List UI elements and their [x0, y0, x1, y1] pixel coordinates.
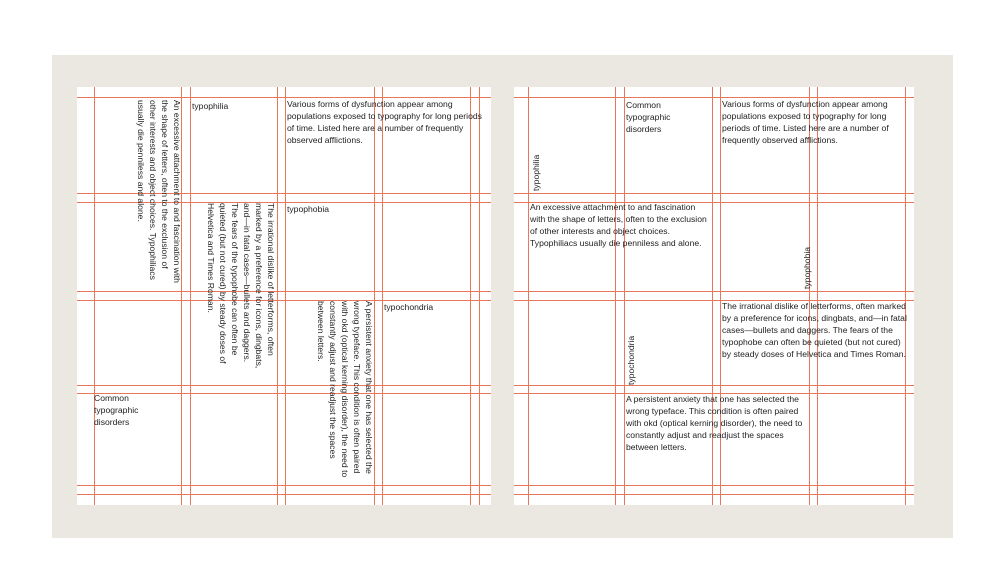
typophobia-label: typophobia: [802, 246, 812, 289]
typophilia-label: typophilia: [531, 154, 541, 191]
page-title: Common typographic disorders: [626, 100, 671, 134]
grid-line: [77, 385, 491, 386]
grid-line: [514, 494, 914, 495]
typophobia-definition: The irrational dislike of letterforms, often marked by a preference for icons, dingbats, and—in fatal cases—bullets and daggers. The fears of the typophobe can often be quieted (but not cured) by steady doses of Helvetica and Times Roman.: [206, 203, 276, 369]
right-page: [514, 87, 914, 505]
grid-line: [77, 291, 491, 292]
grid-line: [77, 485, 491, 486]
typochondria-definition: A persistent anxiety that one has selected the wrong typeface. This condition is often paired with okd (optical kerning disorder), the need to constantly adjust and readjust the spaces between letters.: [316, 301, 374, 478]
typophobia-label: typophobia: [287, 204, 330, 214]
grid-line: [905, 87, 906, 505]
intro-paragraph: Various forms of dysfunction appear among populations exposed to typography for long periods of time. Listed here are a number of frequently observed afflictions.: [722, 99, 889, 145]
typophobia-definition: The irrational dislike of letterforms, often marked by a preference for icons, dingbats, and—in fatal cases—bullets and daggers. The fears of the typophobe can often be quieted (but not cured) by steady doses of Helvetica and Times Roman.: [722, 301, 907, 359]
grid-line: [514, 291, 914, 292]
grid-line: [77, 494, 491, 495]
grid-line: [470, 87, 471, 505]
grid-line: [514, 193, 914, 194]
grid-line: [190, 87, 191, 505]
grid-line: [285, 87, 286, 505]
grid-line: [479, 87, 480, 505]
page-title: Common typographic disorders: [94, 393, 139, 427]
typochondria-label: typochondria: [626, 335, 636, 385]
typochondria-definition: A persistent anxiety that one has selected the wrong typeface. This condition is often paired with okd (optical kerning disorder), the need to constantly adjust and readjust the spaces between letters.: [626, 394, 803, 452]
grid-line: [528, 87, 529, 505]
grid-line: [277, 87, 278, 505]
typophilia-definition: An excessive attachment to and fascination with the shape of letters, often to the exclusion of other interests and object choices. Typophiliacs usually die penniless and alone.: [136, 100, 182, 283]
grid-line: [382, 87, 383, 505]
typophilia-definition: An excessive attachment to and fascination with the shape of letters, often to the exclusion of other interests and object choices. Typophiliacs usually die penniless and alone.: [530, 202, 707, 248]
grid-line: [817, 87, 818, 505]
typochondria-label: typochondria: [384, 302, 434, 312]
grid-line: [624, 87, 625, 505]
intro-paragraph: Various forms of dysfunction appear among populations exposed to typography for long periods of time. Listed here are a number of frequently observed afflictions.: [287, 99, 482, 145]
typophilia-label: typophilia: [192, 101, 229, 111]
grid-line: [514, 385, 914, 386]
grid-line: [514, 485, 914, 486]
grid-line: [94, 87, 95, 505]
left-page: [77, 87, 491, 505]
grid-line: [615, 87, 616, 505]
